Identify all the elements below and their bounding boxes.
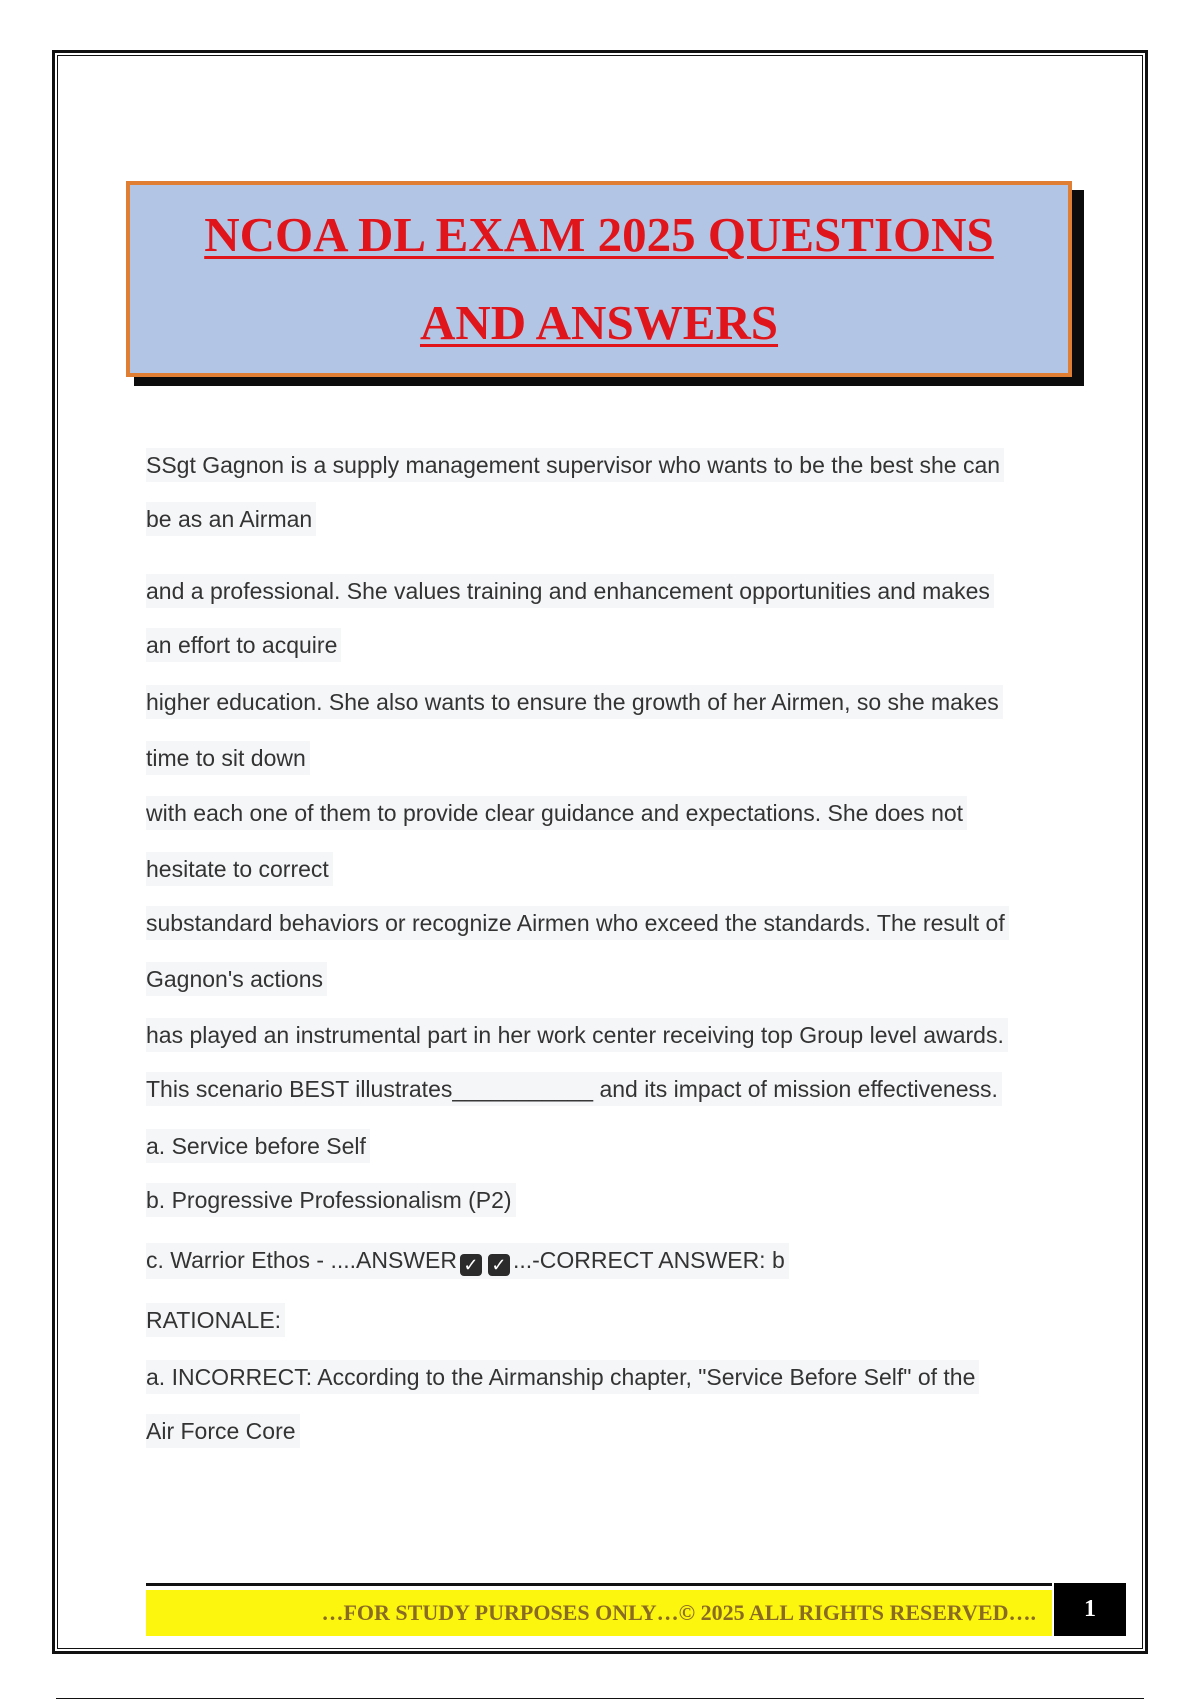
checkbox-checked-icon: ✓ <box>460 1254 482 1276</box>
checkbox-checked-icon: ✓ <box>488 1254 510 1276</box>
body-line: higher education. She also wants to ensure the growth of her Airmen, so she makes <box>146 685 1003 719</box>
title-line-1: NCOA DL EXAM 2025 QUESTIONS <box>204 207 994 262</box>
correct-answer-label: ...-CORRECT ANSWER: b <box>512 1247 785 1273</box>
body-line: be as an Airman <box>146 502 316 536</box>
body-line: and a professional. She values training and enhancement opportunities and makes <box>146 574 994 608</box>
answer-line <box>146 1243 789 1279</box>
body-line: time to sit down <box>146 741 310 775</box>
body-line: with each one of them to provide clear guidance and expectations. She does not <box>146 796 967 830</box>
footer-notice: …FOR STUDY PURPOSES ONLY…© 2025 ALL RIGHTS RESERVED…. <box>321 1600 1036 1625</box>
body-line: Gagnon's actions <box>146 962 327 996</box>
question-prompt: This scenario BEST illustrates___________ and its impact of mission effectiveness. <box>146 1072 1002 1106</box>
option-b: b. Progressive Professionalism (P2) <box>146 1183 516 1217</box>
title-box <box>126 181 1072 377</box>
option-a: a. Service before Self <box>146 1129 370 1163</box>
body-line: SSgt Gagnon is a supply management supervisor who wants to be the best she can <box>146 448 1004 482</box>
title-line-2: AND ANSWERS <box>419 295 779 350</box>
body-line: has played an instrumental part in her work center receiving top Group level awards. <box>146 1018 1008 1052</box>
body-line: substandard behaviors or recognize Airmen who exceed the standards. The result of <box>146 906 1009 940</box>
body-line: an effort to acquire <box>146 628 341 662</box>
bottom-rule <box>56 1698 1144 1699</box>
rationale-line: Air Force Core <box>146 1414 300 1448</box>
page-number: 1 <box>1054 1583 1126 1636</box>
rationale-label: RATIONALE: <box>146 1303 285 1337</box>
rationale-line: a. INCORRECT: According to the Airmanship chapter, "Service Before Self" of the <box>146 1360 979 1394</box>
body-line: hesitate to correct <box>146 852 333 886</box>
footer-rule <box>146 1583 1052 1586</box>
option-c-label: c. Warrior Ethos - ....ANSWER <box>146 1247 457 1273</box>
footer-bar <box>146 1590 1052 1636</box>
